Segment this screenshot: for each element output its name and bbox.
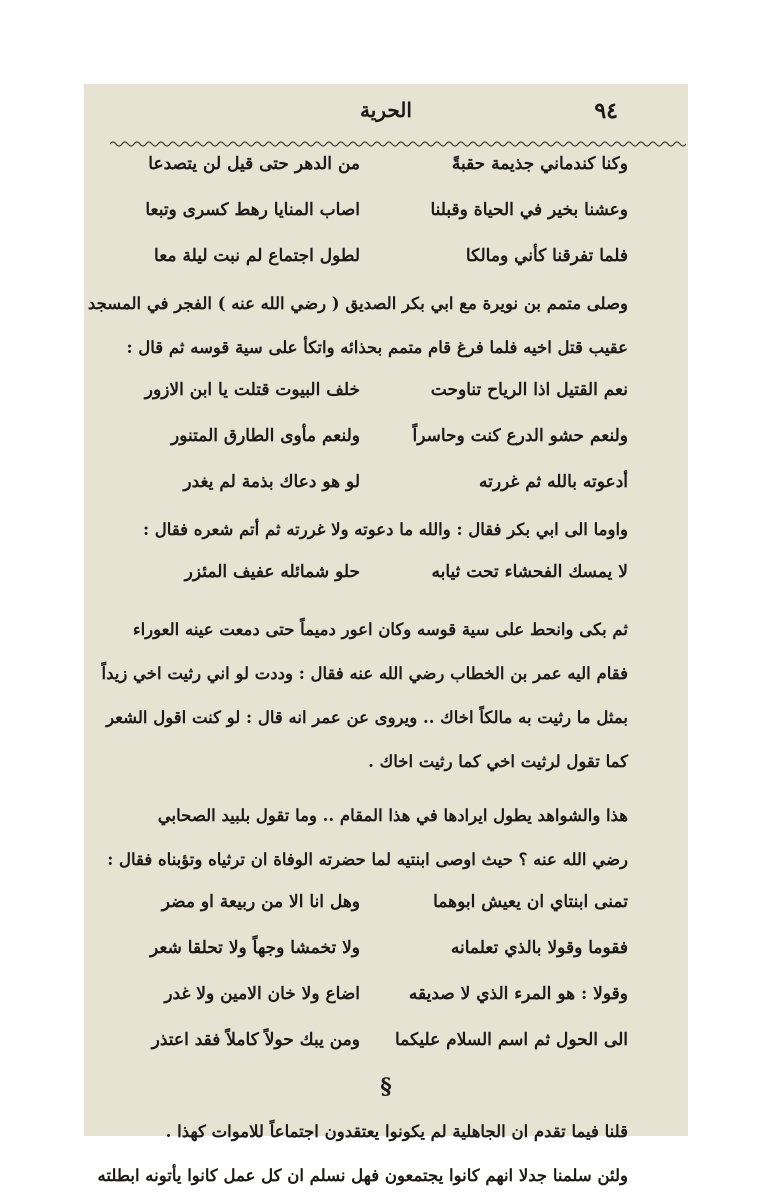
prose-line: قلنا فيما تقدم ان الجاهلية لم يكونوا يعتقدون اجتماعاً للاموات كهذا . — [165, 1122, 628, 1141]
verse-first-hemistich: الى الحول ثم اسم السلام عليكما — [394, 1030, 628, 1050]
verse-line — [84, 976, 688, 1022]
verse-first-hemistich: وعشنا بخير في الحياة وقبلنا — [430, 200, 628, 220]
verse-first-hemistich: وقولا : هو المرء الذي لا صديقه — [408, 984, 628, 1004]
verse-first-hemistich: لا يمسك الفحشاء تحت ثيابه — [431, 562, 628, 582]
prose-line: وصلى متمم بن نويرة مع ابي بكر الصديق ( رضي الله عنه ) الفجر في المسجد — [87, 294, 628, 313]
verse-second-hemistich: ولنعم مأوى الطارق المتنور — [170, 426, 360, 446]
verse-line — [84, 884, 688, 930]
page-title: الحرية — [360, 98, 412, 122]
verse-second-hemistich: وهل انا الا من ربيعة او مضر — [161, 892, 360, 912]
verse-line — [84, 554, 688, 600]
verse-second-hemistich: اضاع ولا خان الامين ولا غدر — [164, 984, 360, 1004]
verse-line — [84, 1022, 688, 1068]
verse-second-hemistich: ولا تخمشا وجهاً ولا تحلقا شعر — [150, 938, 360, 958]
verse-second-hemistich: اصاب المنايا رهط كسرى وتبعا — [145, 200, 360, 220]
verse-first-hemistich: أدعوته بالله ثم غررته — [478, 472, 628, 492]
prose-line: هذا والشواهد يطول ايرادها في هذا المقام .. وما تقول بلبيد الصحابي — [157, 806, 628, 825]
verse-line — [84, 192, 688, 238]
prose-line: رضي الله عنه ؟ حيث اوصى ابنتيه لما حضرته الوفاة ان ترثياه وتؤبناه فقال : — [107, 850, 628, 869]
prose-line: عقيب قتل اخيه فلما فرغ قام متمم بحذائه واتكأ على سية قوسه ثم قال : — [126, 338, 628, 357]
prose-line: بمثل ما رثيت به مالكاً اخاك .. ويروى عن عمر انه قال : لو كنت اقول الشعر — [106, 708, 628, 727]
verse-second-hemistich: لطول اجتماع لم نبت ليلة معا — [154, 246, 360, 266]
verse-line — [84, 464, 688, 510]
page-number: ٩٤ — [594, 98, 618, 124]
book-page — [84, 84, 688, 1185]
verse-second-hemistich: ومن يبك حولاً كاملاً فقد اعتذر — [151, 1030, 360, 1050]
prose-line: واوما الى ابي بكر فقال : والله ما دعوته ولا غررته ثم أتم شعره فقال : — [142, 520, 628, 539]
prose-line: ثم بكى وانحط على سية قوسه وكان اعور دميماً حتى دمعت عينه العوراء — [132, 620, 628, 639]
verse-first-hemistich: وكنا كندماني جذيمة حقبةً — [451, 154, 628, 174]
verse-line — [84, 418, 688, 464]
verse-line — [84, 930, 688, 976]
verse-second-hemistich: حلو شمائله عفيف المئزر — [184, 562, 360, 582]
verse-second-hemistich: لو هو دعاك بذمة لم يغدر — [183, 472, 360, 492]
paragraph-gap — [84, 786, 688, 796]
verse-second-hemistich: من الدهر حتى قيل لن يتصدعا — [148, 154, 360, 174]
prose-line: فقام اليه عمر بن الخطاب رضي الله عنه فقال : وددت لو اني رثيت اخي زيداً — [101, 664, 628, 683]
verse-line — [84, 372, 688, 418]
verse-first-hemistich: فلما تفرقنا كأني ومالكا — [465, 246, 628, 266]
verse-second-hemistich: خلف البيوت قتلت يا ابن الازور — [144, 380, 360, 400]
running-head — [84, 98, 688, 132]
verse-first-hemistich: نعم القتيل اذا الرياح تناوحت — [430, 380, 628, 400]
paragraph-gap — [84, 600, 688, 610]
verse-first-hemistich: ولنعم حشو الدرع كنت وحاسراً — [412, 426, 628, 446]
prose-line: ولئن سلمنا جدلا انهم كانوا يجتمعون فهل نسلم ان كل عمل كانوا يأتونه ابطلته — [97, 1166, 628, 1185]
page-body — [84, 146, 688, 1200]
section-mark: § — [380, 1074, 392, 1100]
prose-line: كما تقول لرثيت اخي كما رثيت اخاك . — [368, 752, 628, 771]
verse-line — [84, 238, 688, 284]
verse-first-hemistich: تمنى ابنتاي ان يعيش ابوهما — [433, 892, 628, 912]
verse-first-hemistich: فقوما وقولا بالذي تعلمانه — [450, 938, 628, 958]
verse-line — [84, 146, 688, 192]
